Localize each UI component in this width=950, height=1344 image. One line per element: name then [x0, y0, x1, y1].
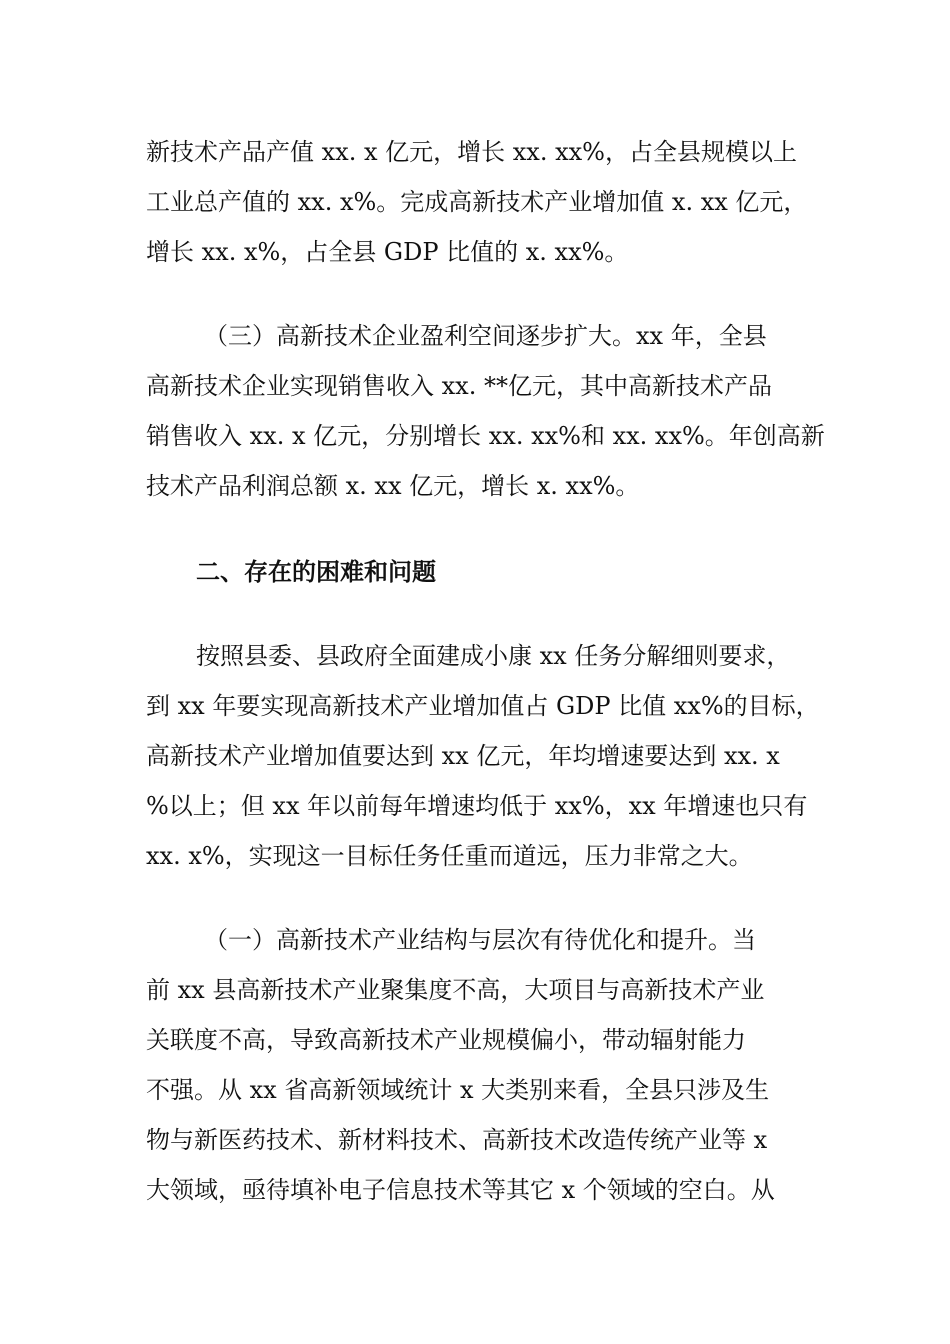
text-line: 物与新医药技术、新材料技术、高新技术改造传统产业等 x	[146, 1126, 768, 1154]
text-line: 新技术产品产值 xx. x 亿元，增长 xx. xx%，占全县规模以上	[146, 138, 797, 166]
text-line: 增长 xx. x%，占全县 GDP 比值的 x. xx%。	[146, 238, 629, 266]
text-line: 不强。从 xx 省高新领域统计 x 大类别来看，全县只涉及生	[146, 1076, 770, 1104]
text-line: 高新技术产业增加值要达到 xx 亿元，年均增速要达到 xx. x	[146, 742, 780, 770]
text-line: 按照县委、县政府全面建成小康 xx 任务分解细则要求，	[196, 642, 791, 670]
text-line: 到 xx 年要实现高新技术产业增加值占 GDP 比值 xx%的目标，	[146, 692, 820, 720]
text-line: xx. x%，实现这一目标任务任重而道远，压力非常之大。	[146, 842, 753, 870]
text-line: 工业总产值的 xx. x%。完成高新技术产业增加值 x. xx 亿元，	[146, 188, 808, 216]
text-line: 高新技术企业实现销售收入 xx. **亿元，其中高新技术产品	[146, 372, 772, 400]
section-heading-2: 二、存在的困难和问题	[196, 558, 436, 586]
subsection-heading-1: （一）高新技术产业结构与层次有待优化和提升。当	[204, 926, 756, 954]
text-line: %以上；但 xx 年以前每年增速均低于 xx%，xx 年增速也只有	[146, 792, 808, 820]
text-line: 关联度不高，导致高新技术产业规模偏小，带动辐射能力	[146, 1026, 746, 1054]
subsection-heading-3: （三）高新技术企业盈利空间逐步扩大。xx 年，全县	[204, 322, 767, 350]
text-line: 前 xx 县高新技术产业聚集度不高，大项目与高新技术产业	[146, 976, 765, 1004]
text-line: 技术产品利润总额 x. xx 亿元，增长 x. xx%。	[146, 472, 640, 500]
text-line: 销售收入 xx. x 亿元，分别增长 xx. xx%和 xx. xx%。年创高新	[146, 422, 825, 450]
text-line: 大领域，亟待填补电子信息技术等其它 x 个领域的空白。从	[146, 1176, 775, 1204]
